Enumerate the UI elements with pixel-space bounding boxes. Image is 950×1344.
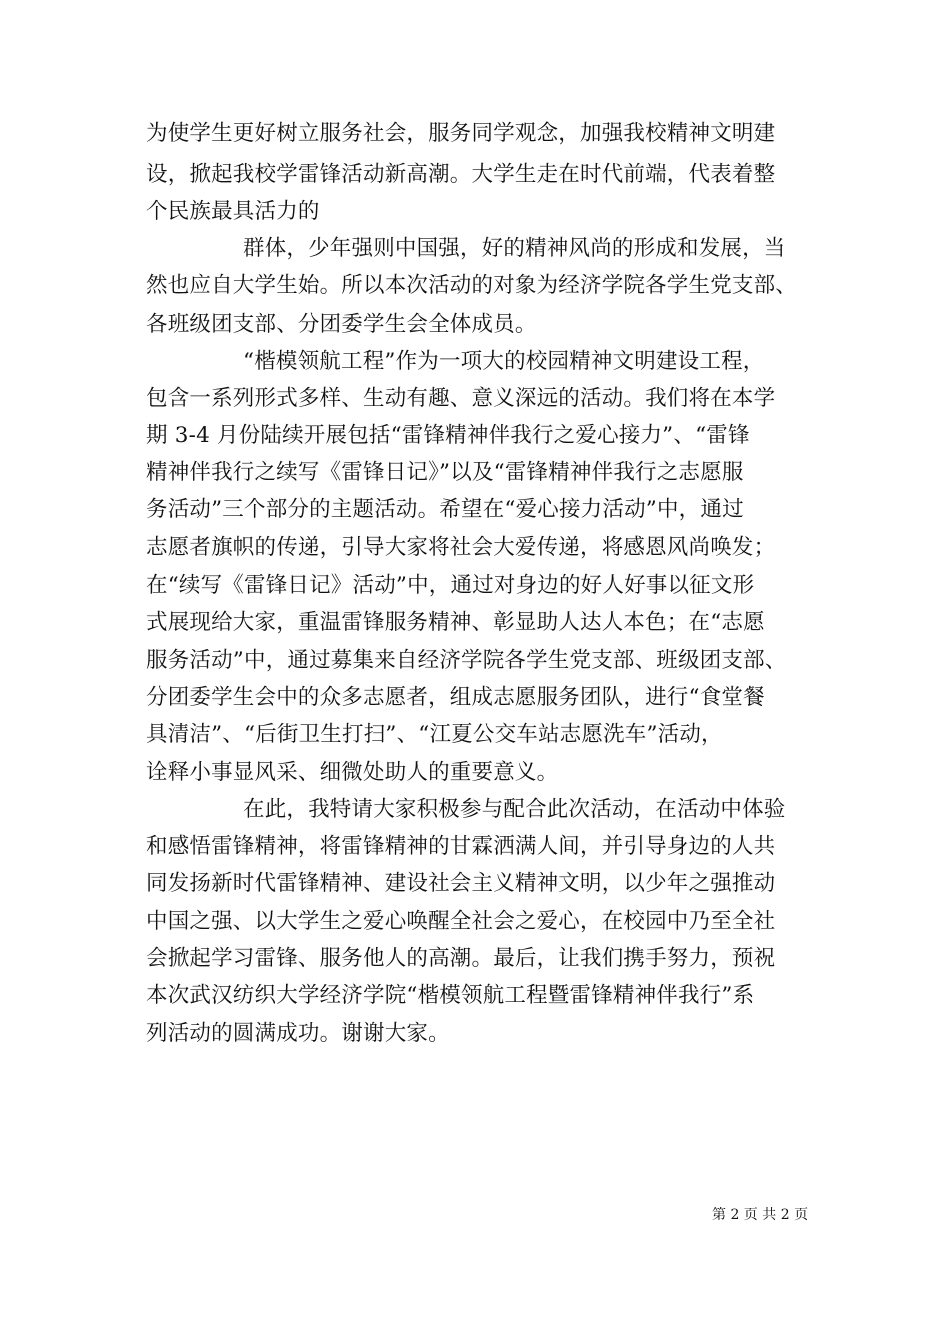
text-line: 分团委学生会中的众多志愿者，组成志愿服务团队，进行“食堂餐 [146, 685, 765, 710]
text-line: 服务活动”中，通过募集来自经济学院各学生党支部、班级团支部、 [146, 648, 787, 673]
text-line: 然也应自大学生始。所以本次活动的对象为经济学院各学生党支部、 [146, 273, 798, 298]
text-line: 和感悟雷锋精神，将雷锋精神的甘霖洒满人间，并引导身边的人共 [146, 834, 776, 859]
text-line: 列活动的圆满成功。谢谢大家。 [146, 1021, 450, 1046]
text-line: 各班级团支部、分团委学生会全体成员。 [146, 312, 537, 337]
text-line: 式展现给大家，重温雷锋服务精神、彰显助人达人本色；在“志愿 [146, 610, 765, 635]
text-line: 同发扬新时代雷锋精神、建设社会主义精神文明，以少年之强推动 [146, 871, 776, 896]
page-number-footer: 第 2 页 共 2 页 [712, 1207, 809, 1223]
text-line: 中国之强、以大学生之爱心唤醒全社会之爱心，在校园中乃至全社 [146, 909, 776, 934]
text-line: 包含一系列形式多样、生动有趣、意义深远的活动。我们将在本学 [146, 386, 776, 411]
text-line: 个民族最具活力的 [146, 199, 320, 224]
text-line: 诠释小事显风采、细微处助人的重要意义。 [146, 760, 559, 785]
text-line: 为使学生更好树立服务社会，服务同学观念，加强我校精神文明建 [146, 121, 776, 146]
paragraph-first-line: 在此，我特请大家积极参与配合此次活动，在活动中体验 [243, 797, 786, 822]
text-line: 具清洁”、“后街卫生打扫”、“江夏公交车站志愿洗车”活动， [146, 722, 723, 747]
text-line: 会掀起学习雷锋、服务他人的高潮。最后，让我们携手努力，预祝 [146, 946, 776, 971]
text-line: 在“续写《雷锋日记》活动”中，通过对身边的好人好事以征文形 [146, 573, 755, 598]
paragraph-first-line: “楷模领航工程”作为一项大的校园精神文明建设工程， [243, 349, 765, 374]
text-line: 志愿者旗帜的传递，引导大家将社会大爱传递，将感恩风尚唤发； [146, 535, 776, 560]
text-line: 本次武汉纺织大学经济学院“楷模领航工程暨雷锋精神伴我行”系 [146, 983, 755, 1008]
text-line: 设，掀起我校学雷锋活动新高潮。大学生走在时代前端，代表着整 [146, 162, 776, 187]
text-line: 期 3-4 月份陆续开展包括“雷锋精神伴我行之爱心接力”、“雷锋 [146, 423, 750, 448]
paragraph-first-line: 群体，少年强则中国强，好的精神风尚的形成和发展，当 [243, 236, 786, 261]
text-line: 务活动”三个部分的主题活动。希望在“爱心接力活动”中，通过 [146, 497, 744, 522]
text-line: 精神伴我行之续写《雷锋日记》”以及“雷锋精神伴我行之志愿服 [146, 460, 744, 485]
